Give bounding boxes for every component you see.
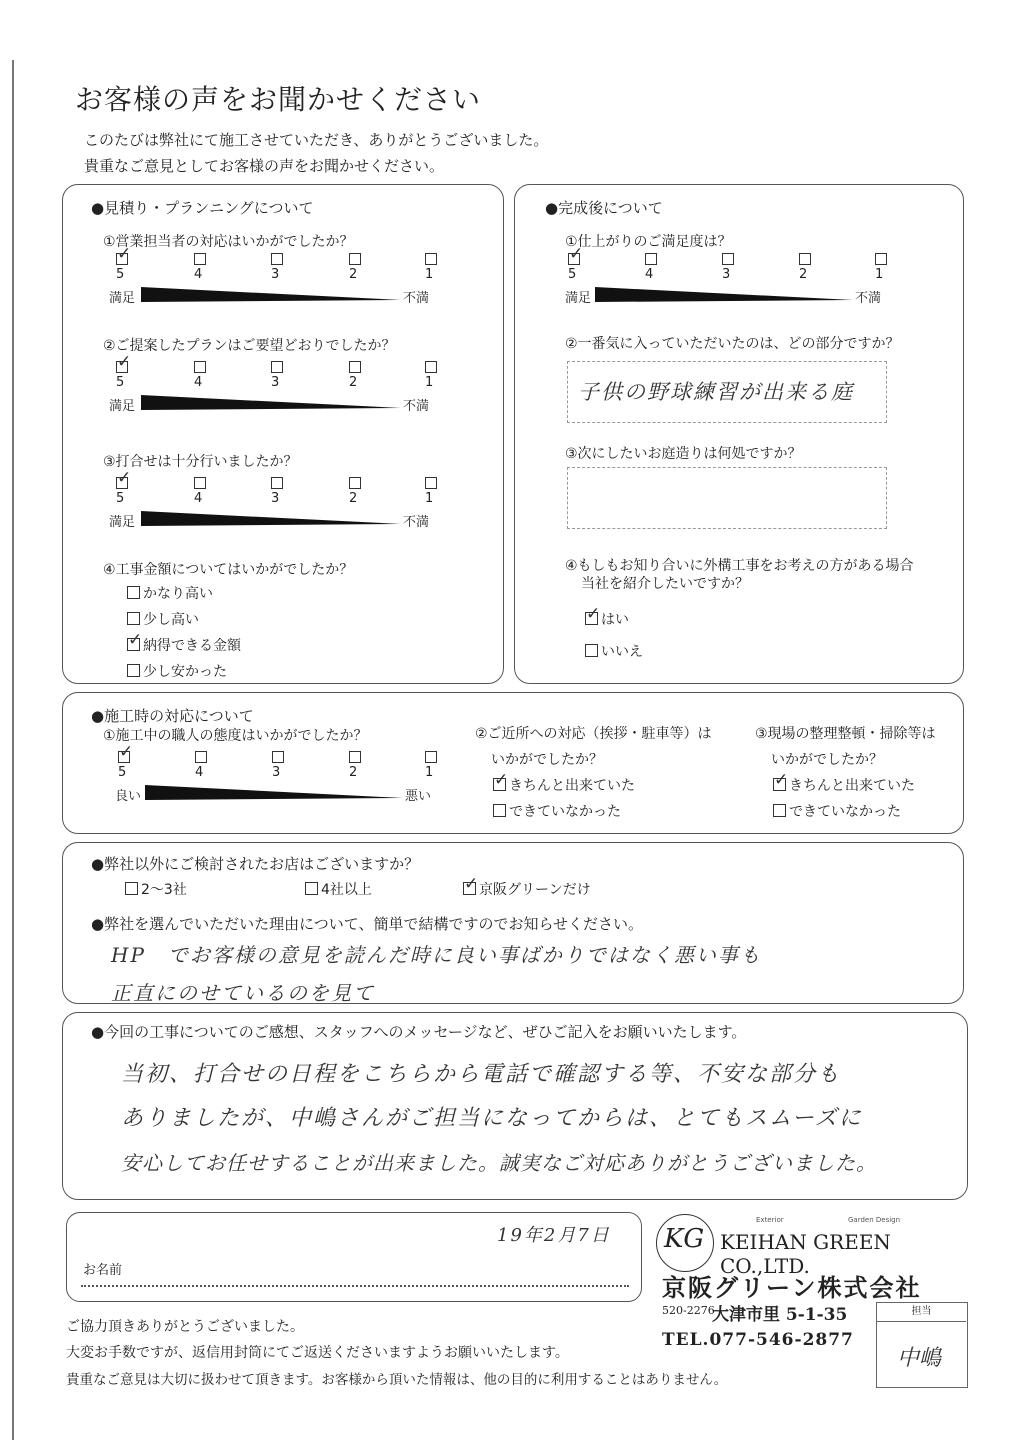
- construction-q1: ①施工中の職人の態度はいかがでしたか？: [103, 728, 368, 744]
- neighbor-bad-option[interactable]: できていなかった: [493, 801, 621, 821]
- message-line-2: ありましたが、中嶋さんがご担当になってからは、とてもスムーズに: [121, 1106, 863, 1131]
- price-option-2[interactable]: 少し高い: [127, 609, 199, 629]
- scale-wedge: [141, 287, 401, 303]
- tidy-good-checkbox[interactable]: [773, 778, 786, 791]
- rating-2-label: 2: [799, 267, 808, 282]
- rating-5-label: 5: [116, 267, 125, 282]
- rating-3-checkbox[interactable]: [722, 253, 734, 265]
- name-line[interactable]: [81, 1285, 629, 1287]
- others-option-2-checkbox[interactable]: [305, 882, 318, 895]
- scale-good-label: 満足: [109, 399, 136, 414]
- rating-5-checkbox[interactable]: [116, 253, 128, 265]
- footer-line-1: ご協力頂きありがとうございました。: [66, 1319, 304, 1335]
- rating-5-checkbox[interactable]: [568, 253, 580, 265]
- rating-1-checkbox[interactable]: [425, 751, 437, 763]
- staff-stamp-box: [876, 1302, 968, 1388]
- rating-1-checkbox[interactable]: [425, 253, 437, 265]
- favorite-part-answer-box[interactable]: [567, 361, 887, 423]
- rating-5-label: 5: [116, 491, 125, 506]
- rating-1-label: 1: [425, 491, 434, 506]
- rating-3-label: 3: [722, 267, 731, 282]
- scale-bad-label: 悪い: [405, 789, 432, 804]
- scale-wedge: [145, 785, 403, 801]
- message-question: ●今回の工事についてのご感想、スタッフへのメッセージなど、ぜひご記入をお願いいたします。: [91, 1023, 747, 1041]
- price-option-2-checkbox[interactable]: [127, 612, 140, 625]
- rating-3-checkbox[interactable]: [271, 361, 283, 373]
- rating-5-label: 5: [568, 267, 577, 282]
- rating-5-label: 5: [118, 765, 127, 780]
- reason-answer-line-2: 正直にのせているのを見て: [111, 981, 375, 1005]
- rating-5-checkbox[interactable]: [116, 477, 128, 489]
- recommend-no-checkbox[interactable]: [585, 644, 598, 657]
- price-option-3-checkbox[interactable]: [127, 638, 140, 651]
- footer-line-3: 貴重なご意見は大切に扱わせて頂きます。お客様から頂いた情報は、他の目的に利用することはありません。: [66, 1372, 728, 1388]
- estimate-q4: ④工事金額についてはいかがでしたか？: [103, 562, 354, 578]
- after-q1: ①仕上がりのご満足度は？: [565, 234, 732, 250]
- rating-4-checkbox[interactable]: [645, 253, 657, 265]
- rating-2-checkbox[interactable]: [799, 253, 811, 265]
- rating-2-label: 2: [349, 267, 358, 282]
- next-garden-answer-box[interactable]: [567, 467, 887, 529]
- others-section: [62, 842, 964, 1004]
- company-postal: 520-2276: [662, 1304, 715, 1317]
- favorite-part-answer: 子供の野球練習が出来る庭: [578, 380, 854, 404]
- footer-line-2: 大変お手数ですが、返信用封筒にてご返送くださいますようお願いいたします。: [66, 1345, 569, 1361]
- rating-2-checkbox[interactable]: [349, 253, 361, 265]
- logo-small-2: Garden Design: [848, 1216, 901, 1224]
- rating-4-checkbox[interactable]: [194, 361, 206, 373]
- scale-good-label: 満足: [565, 291, 592, 306]
- rating-2-checkbox[interactable]: [349, 361, 361, 373]
- estimate-section: [62, 184, 504, 684]
- tidy-good-option[interactable]: ✓きちんと出来ていた: [773, 775, 915, 795]
- rating-5-checkbox[interactable]: [118, 751, 130, 763]
- rating-4-checkbox[interactable]: [194, 253, 206, 265]
- rating-1-checkbox[interactable]: [875, 253, 887, 265]
- recommend-yes-checkbox[interactable]: [585, 612, 598, 625]
- message-line-3: 安心してお任せすることが出来ました。誠実なご対応ありがとうございました。: [121, 1151, 877, 1175]
- rating-5-checkbox[interactable]: [116, 361, 128, 373]
- others-option-2[interactable]: 4社以上: [305, 879, 372, 899]
- rating-scale-q1: [109, 253, 434, 306]
- rating-2-checkbox[interactable]: [349, 477, 361, 489]
- after-q4-line2: 当社を紹介したいですか？: [581, 576, 749, 592]
- scale-wedge: [141, 395, 401, 411]
- rating-4-label: 4: [194, 375, 203, 390]
- others-option-3[interactable]: ✓ 京阪グリーンだけ: [463, 879, 591, 899]
- staff-name: 中嶋: [897, 1346, 942, 1371]
- after-q4-line1: ④もしもお知り合いに外構工事をお考えの方がある場合: [565, 558, 914, 574]
- estimate-heading: ●見積り・プランニングについて: [91, 199, 314, 217]
- logo-text: KEIHAN GREEN CO.,LTD.: [720, 1230, 891, 1278]
- scale-wedge: [595, 287, 853, 303]
- scale-good-label: 良い: [115, 789, 142, 804]
- others-q1: ●弊社以外にご検討されたお店はございますか？: [91, 855, 420, 873]
- page-title: お客様の声をお聞かせください: [75, 83, 482, 116]
- rating-1-checkbox[interactable]: [425, 361, 437, 373]
- logo-small-1: Exterior: [756, 1216, 784, 1224]
- rating-scale-q2: [109, 361, 434, 414]
- rating-2-label: 2: [349, 765, 358, 780]
- price-option-3[interactable]: ✓納得できる金額: [127, 635, 241, 655]
- rating-2-checkbox[interactable]: [349, 751, 361, 763]
- rating-3-checkbox[interactable]: [272, 751, 284, 763]
- intro-line-2: 貴重なご意見としてお客様の声をお聞かせください。: [84, 157, 445, 175]
- signature-date: 19年2月7日: [497, 1225, 611, 1246]
- neighbor-good-checkbox[interactable]: [493, 778, 506, 791]
- rating-2-label: 2: [349, 491, 358, 506]
- neighbor-bad-checkbox[interactable]: [493, 804, 506, 817]
- rating-scale-q3: [109, 477, 434, 530]
- construction-q2-line1: ②ご近所への対応（挨拶・駐車等）は: [475, 726, 712, 742]
- company-tel: TEL.077-546-2877: [662, 1330, 854, 1350]
- scale-good-label: 満足: [109, 515, 136, 530]
- tidy-bad-checkbox[interactable]: [773, 804, 786, 817]
- rating-scale-after-q1: [565, 253, 885, 306]
- scale-bad-label: 不満: [403, 399, 430, 414]
- others-option-3-checkbox[interactable]: [463, 882, 476, 895]
- after-section: [514, 184, 964, 684]
- rating-3-label: 3: [272, 765, 281, 780]
- price-option-4-checkbox[interactable]: [127, 664, 140, 677]
- recommend-no-option[interactable]: いいえ: [585, 641, 643, 661]
- price-option-1[interactable]: かなり高い: [127, 583, 213, 603]
- price-option-4[interactable]: 少し安かった: [127, 661, 227, 681]
- rating-3-checkbox[interactable]: [271, 477, 283, 489]
- rating-4-label: 4: [195, 765, 204, 780]
- neighbor-good-option[interactable]: ✓きちんと出来ていた: [493, 775, 635, 795]
- page-left-edge-line: [12, 60, 14, 1440]
- after-q2: ②一番気に入っていただいたのは、どの部分ですか？: [565, 336, 900, 352]
- intro-line-1: このたびは弊社にて施工させていただき、ありがとうございました。: [84, 131, 549, 149]
- scale-wedge: [141, 511, 401, 527]
- construction-heading: ●施工時の対応について: [91, 707, 254, 725]
- logo-mark: KG: [664, 1224, 705, 1254]
- name-label: お名前: [83, 1263, 123, 1278]
- message-section: [62, 1012, 968, 1200]
- scale-bad-label: 不満: [403, 515, 430, 530]
- message-line-1: 当初、打合せの日程をこちらから電話で確認する等、不安な部分も: [121, 1062, 842, 1087]
- rating-4-label: 4: [194, 491, 203, 506]
- company-logo: [656, 1210, 986, 1278]
- rating-3-checkbox[interactable]: [271, 253, 283, 265]
- rating-5-label: 5: [116, 375, 125, 390]
- company-address: 大津市里 5-1-35: [712, 1305, 848, 1325]
- company-name: 京阪グリーン株式会社: [662, 1273, 922, 1302]
- construction-q3-line1: ③現場の整理整頓・掃除等は: [755, 726, 936, 742]
- construction-section: [62, 692, 964, 834]
- others-option-1[interactable]: 2～3社: [125, 879, 187, 899]
- estimate-q3: ③打合せは十分行いましたか？: [103, 454, 298, 470]
- recommend-yes-option[interactable]: ✓はい: [585, 609, 629, 629]
- scale-good-label: 満足: [109, 291, 136, 306]
- signature-box: [66, 1212, 642, 1302]
- construction-q2-line2: いかがでしたか？: [491, 752, 603, 768]
- rating-2-label: 2: [349, 375, 358, 390]
- rating-4-label: 4: [194, 267, 203, 282]
- rating-1-label: 1: [425, 375, 434, 390]
- scale-bad-label: 不満: [855, 291, 882, 306]
- rating-1-label: 1: [425, 765, 434, 780]
- others-option-1-checkbox[interactable]: [125, 882, 138, 895]
- rating-1-label: 1: [425, 267, 434, 282]
- rating-4-checkbox[interactable]: [195, 751, 207, 763]
- rating-3-label: 3: [271, 375, 280, 390]
- construction-q3-line2: いかがでしたか？: [771, 752, 883, 768]
- rating-scale-construction: [115, 751, 435, 804]
- staff-label: 担当: [877, 1303, 966, 1322]
- rating-1-checkbox[interactable]: [425, 477, 437, 489]
- reason-answer-line-1: HP でお客様の意見を読んだ時に良い事ばかりではなく悪い事も: [111, 943, 762, 967]
- rating-3-label: 3: [271, 491, 280, 506]
- scale-bad-label: 不満: [403, 291, 430, 306]
- estimate-q2: ②ご提案したプランはご要望どおりでしたか？: [103, 338, 396, 354]
- tidy-bad-option[interactable]: できていなかった: [773, 801, 901, 821]
- rating-4-label: 4: [645, 267, 654, 282]
- rating-3-label: 3: [271, 267, 280, 282]
- estimate-q1: ①営業担当者の対応はいかがでしたか？: [103, 234, 354, 250]
- after-heading: ●完成後について: [545, 199, 663, 217]
- rating-1-label: 1: [875, 267, 884, 282]
- others-q2: ●弊社を選んでいただいた理由について、簡単で結構ですのでお知らせください。: [91, 915, 644, 933]
- price-option-1-checkbox[interactable]: [127, 586, 140, 599]
- after-q3: ③次にしたいお庭造りは何処ですか？: [565, 446, 802, 462]
- rating-4-checkbox[interactable]: [194, 477, 206, 489]
